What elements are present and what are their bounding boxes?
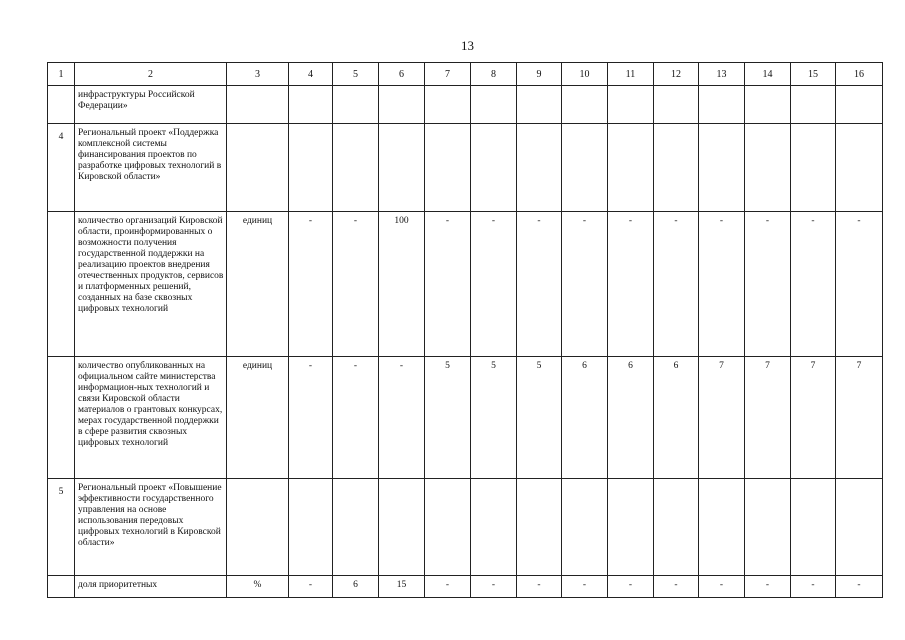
value-cell: - [791,212,836,357]
indicator-name: инфраструктуры Российской Федерации» [75,86,227,124]
row-number [48,357,75,479]
value-cell [333,479,379,576]
value-cell [654,86,699,124]
value-cell: - [745,212,791,357]
value-cell: 6 [654,357,699,479]
value-cell: 7 [699,357,745,479]
value-cell: - [745,576,791,598]
indicator-name: Региональный проект «Поддержка комплексной системы финансирования проектов по разработке цифровых технологий в Кировской области» [75,124,227,212]
column-number-row [48,63,883,86]
column-header-15: 15 [791,63,836,86]
value-cell [836,124,883,212]
value-cell: - [836,576,883,598]
column-header-3: 3 [227,63,289,86]
column-header-2: 2 [75,63,227,86]
value-cell: 5 [425,357,471,479]
value-cell: 7 [836,357,883,479]
column-header-14: 14 [745,63,791,86]
value-cell: - [654,576,699,598]
value-cell [289,479,333,576]
value-cell [836,479,883,576]
value-cell [425,124,471,212]
value-cell: - [836,212,883,357]
value-cell [471,86,517,124]
value-cell [471,124,517,212]
table-row [48,576,883,598]
value-cell [791,479,836,576]
indicator-name: количество организаций Кировской области, проинформированных о возможности получения государственной поддержки на реализацию проектов внедрения отечественных продуктов, сервисов и платформенных решений, созданных на базе сквозных цифровых технологий [75,212,227,357]
value-cell: - [791,576,836,598]
value-cell [379,479,425,576]
value-cell: - [654,212,699,357]
column-header-9: 9 [517,63,562,86]
value-cell: - [562,212,608,357]
value-cell [333,86,379,124]
row-number [48,86,75,124]
value-cell [745,479,791,576]
value-cell [608,86,654,124]
value-cell [745,124,791,212]
value-cell [517,86,562,124]
value-cell: - [379,357,425,479]
value-cell: 5 [471,357,517,479]
value-cell [517,124,562,212]
value-cell: - [517,576,562,598]
value-cell [379,124,425,212]
table-row [48,86,883,124]
value-cell: - [425,212,471,357]
column-header-5: 5 [333,63,379,86]
indicator-name: количество опубликованных на официальном сайте министерства информацион-ных технологий и связи Кировской области материалов о грантовых конкурсах, мерах государственной поддержки в сфере развития сквозных цифровых технологий [75,357,227,479]
column-header-10: 10 [562,63,608,86]
value-cell [608,479,654,576]
value-cell [425,86,471,124]
value-cell [471,479,517,576]
row-number [48,212,75,357]
value-cell: - [333,357,379,479]
column-header-4: 4 [289,63,333,86]
unit-cell: % [227,576,289,598]
table-row [48,124,883,212]
value-cell: - [289,357,333,479]
value-cell: - [608,212,654,357]
value-cell [791,86,836,124]
column-header-16: 16 [836,63,883,86]
value-cell [654,124,699,212]
value-cell: 6 [562,357,608,479]
value-cell: 15 [379,576,425,598]
value-cell [745,86,791,124]
value-cell: 6 [333,576,379,598]
value-cell: - [471,576,517,598]
row-number: 5 [48,479,75,576]
table-row [48,357,883,479]
page-number: 13 [461,38,474,53]
value-cell [562,479,608,576]
column-header-12: 12 [654,63,699,86]
value-cell: 6 [608,357,654,479]
value-cell [289,86,333,124]
value-cell: - [517,212,562,357]
column-header-1: 1 [48,63,75,86]
value-cell: 7 [745,357,791,479]
value-cell [699,124,745,212]
indicators-table [47,62,883,598]
value-cell [289,124,333,212]
value-cell [333,124,379,212]
row-number: 4 [48,124,75,212]
value-cell: 7 [791,357,836,479]
value-cell [379,86,425,124]
unit-cell [227,124,289,212]
unit-cell [227,86,289,124]
value-cell: - [425,576,471,598]
value-cell [608,124,654,212]
value-cell [562,124,608,212]
column-header-8: 8 [471,63,517,86]
column-header-13: 13 [699,63,745,86]
unit-cell [227,479,289,576]
unit-cell: единиц [227,212,289,357]
value-cell [654,479,699,576]
value-cell [791,124,836,212]
table-row [48,212,883,357]
unit-cell: единиц [227,357,289,479]
value-cell [562,86,608,124]
table-row [48,479,883,576]
column-header-7: 7 [425,63,471,86]
value-cell: - [562,576,608,598]
value-cell: - [289,212,333,357]
column-header-11: 11 [608,63,654,86]
value-cell: - [333,212,379,357]
value-cell: - [699,576,745,598]
value-cell: 100 [379,212,425,357]
value-cell [836,86,883,124]
value-cell: - [699,212,745,357]
column-header-6: 6 [379,63,425,86]
value-cell [699,479,745,576]
row-number [48,576,75,598]
value-cell: - [289,576,333,598]
indicator-name: Региональный проект «Повышение эффективности государственного управления на основе использования передовых цифровых технологий в Кировской области» [75,479,227,576]
value-cell [517,479,562,576]
value-cell: - [608,576,654,598]
value-cell [425,479,471,576]
value-cell: 5 [517,357,562,479]
indicator-name: доля приоритетных [75,576,227,598]
value-cell: - [471,212,517,357]
value-cell [699,86,745,124]
